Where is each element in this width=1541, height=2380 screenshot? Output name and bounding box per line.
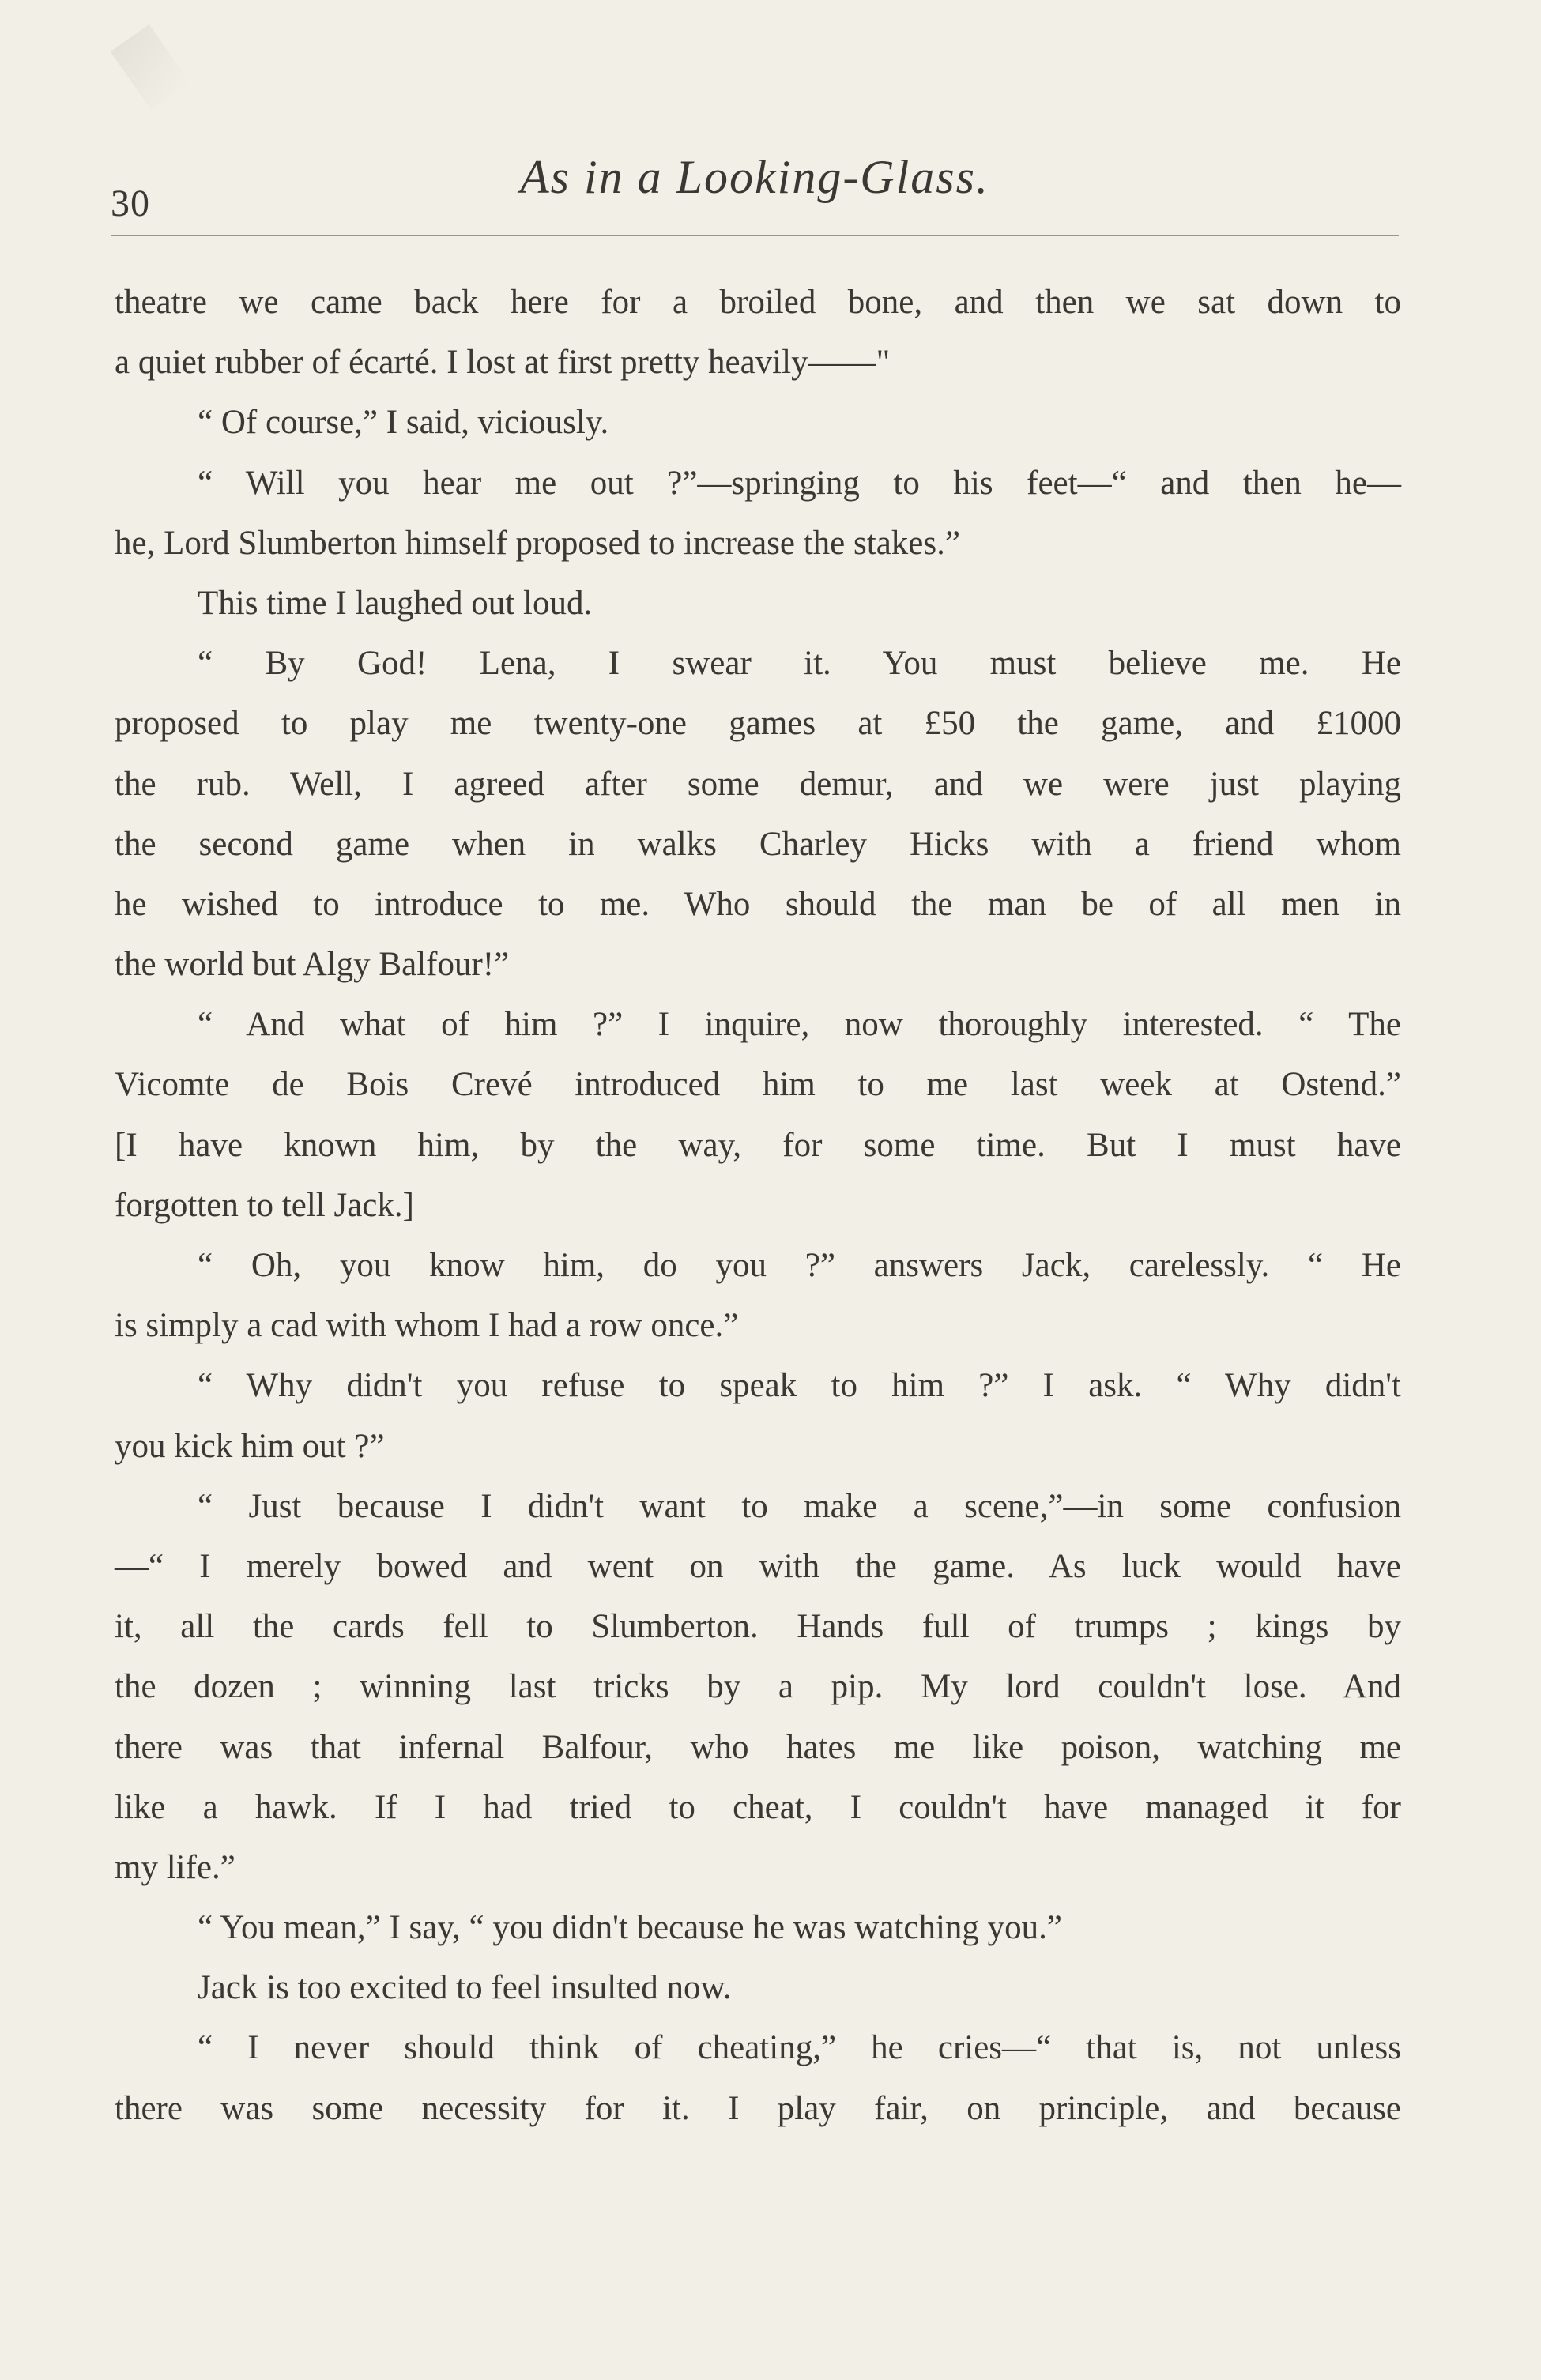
text-line: —“ I merely bowed and went on with the game. As luck would have — [115, 1547, 1401, 1585]
text-line: it, all the cards fell to Slumberton. Hands full of trumps ; kings by — [115, 1608, 1401, 1646]
text-line: [I have known him, by the way, for some time. But I must have — [115, 1126, 1401, 1164]
text-line: the world but Algy Balfour!” — [115, 946, 510, 984]
page-number: 30 — [111, 183, 150, 224]
text-line: the second game when in walks Charley Hicks with a friend whom — [115, 825, 1401, 863]
text-line: “ Oh, you know him, do you ?” answers Jack, carelessly. “ He — [198, 1247, 1401, 1284]
text-line: is simply a cad with whom I had a row once.” — [115, 1307, 739, 1345]
text-line: theatre we came back here for a broiled bone, and then we sat down to — [115, 284, 1401, 321]
text-line: a quiet rubber of écarté. I lost at first pretty heavily——" — [115, 344, 891, 382]
text-line: forgotten to tell Jack.] — [115, 1186, 414, 1224]
text-line: proposed to play me twenty-one games at £50 the game, and £1000 — [115, 705, 1401, 743]
text-line: “ You mean,” I say, “ you didn't because he was watching you.” — [198, 1909, 1063, 1947]
text-line: “ Of course,” I said, viciously. — [198, 404, 609, 442]
text-line: like a hawk. If I had tried to cheat, I couldn't have managed it for — [115, 1788, 1401, 1826]
text-line: “ Why didn't you refuse to speak to him ?” I ask. “ Why didn't — [198, 1367, 1401, 1405]
text-line: there was that infernal Balfour, who hates me like poison, watching me — [115, 1728, 1401, 1766]
header-rule — [111, 235, 1399, 236]
paper-mark — [111, 24, 190, 110]
running-title: As in a Looking-Glass. — [519, 151, 990, 203]
body-text — [115, 273, 1401, 2139]
text-line: he, Lord Slumberton himself proposed to increase the stakes.” — [115, 524, 960, 562]
text-line: Jack is too excited to feel insulted now. — [198, 1969, 732, 2007]
page-header — [111, 150, 1399, 229]
text-line: “ I never should think of cheating,” he cries—“ that is, not unless — [198, 2029, 1401, 2067]
text-line: Vicomte de Bois Crevé introduced him to me last week at Ostend.” — [115, 1066, 1401, 1104]
text-line: “ Will you hear me out ?”—springing to his feet—“ and then he— — [198, 464, 1401, 502]
text-line: there was some necessity for it. I play fair, on principle, and because — [115, 2089, 1401, 2127]
text-line: “ Just because I didn't want to make a scene,”—in some confusion — [198, 1487, 1401, 1525]
text-line: the dozen ; winning last tricks by a pip. My lord couldn't lose. And — [115, 1668, 1401, 1706]
text-line: “ By God! Lena, I swear it. You must believe me. He — [198, 645, 1401, 683]
text-line: “ And what of him ?” I inquire, now thoroughly interested. “ The — [198, 1006, 1401, 1044]
text-line: he wished to introduce to me. Who should the man be of all men in — [115, 885, 1401, 923]
text-line: my life.” — [115, 1848, 235, 1886]
text-line: you kick him out ?” — [115, 1427, 385, 1465]
text-line: This time I laughed out loud. — [198, 584, 593, 622]
text-line: the rub. Well, I agreed after some demur, and we were just playing — [115, 765, 1401, 803]
